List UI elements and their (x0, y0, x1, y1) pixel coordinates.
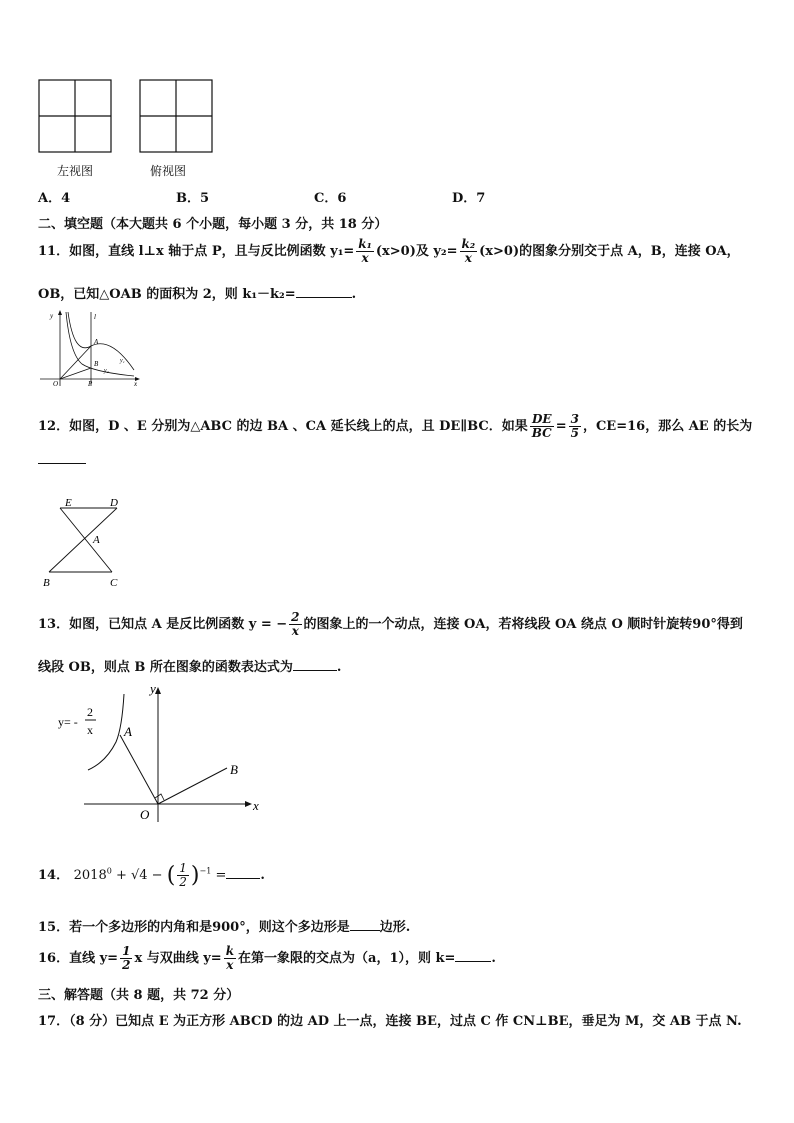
answer-blank-15 (350, 920, 380, 931)
q16-frac1: $\frac{1}{2}$ (122, 944, 131, 972)
q11-line1: 11．如图，直线 l⊥x 轴于点 P，且与反比例函数 y₁= $\frac{\text{k₁}}{x}$ (x>0)及 y₂= $\frac{\text{k₂}}{x}$ (x>0)的图象分别交于点 A，B，连接 OA， (38, 237, 740, 265)
q11-label-l: l (94, 313, 96, 321)
left-view-figure (38, 79, 112, 157)
q13-eq-num: 2 (87, 705, 93, 719)
q11-label-y2: y₂ (104, 368, 109, 374)
q11-label-a: A (94, 338, 99, 346)
q17-text: 17．（8 分）已知点 E 为正方形 ABCD 的边 AD 上一点，连接 BE，过点 C 作 CN⊥BE，垂足为 M，交 AB 于点 N. (38, 1014, 742, 1029)
q12-frac2: $\frac{3}{5}$ (570, 412, 579, 440)
q16-line: 16．直线 y= $\frac{1}{2}$ x 与双曲线 y= $\frac{k}{x}$ 在第一象限的交点为（a，1），则 k= . (38, 944, 496, 972)
q11-label-o: O (53, 380, 59, 388)
option-a: A．4 (38, 191, 71, 206)
q16-frac2: $\frac{k}{x}$ (225, 944, 235, 972)
q14-line: 14． $2018^0 + √4$ − ( $\frac{1}{2}$ )$^{-1}$ = . (38, 861, 265, 889)
q12-label-d: D (110, 497, 118, 509)
q11-label-b: B (94, 360, 99, 368)
q12-frac1: $\frac{DE}{BC}$ (531, 412, 552, 440)
top-view-grid (139, 79, 213, 153)
q12-label-a: A (93, 534, 100, 546)
q11-label-y: y (50, 312, 54, 320)
q13-eq-lhs: y= - (58, 715, 78, 729)
answer-blank-11 (296, 287, 352, 298)
q12-line1: 12．如图，D 、E 分别为△ABC 的边 BA 、CA 延长线上的点，且 DE∥BC．如果 $\frac{DE}{BC}$ = $\frac{3}{5}$ ，CE=16，那么 AE 的长为 (38, 412, 753, 440)
q12-label-e: E (65, 497, 72, 509)
q11-label-y1: y₁ (120, 358, 125, 364)
answer-blank-13 (293, 660, 337, 671)
answer-blank-14 (226, 868, 260, 879)
q12-label-b: B (43, 577, 50, 589)
q13-line2: 线段 OB，则点 B 所在图象的函数表达式为 . (38, 660, 342, 675)
q13-label-o: O (140, 807, 150, 822)
option-d: D．7 (452, 191, 486, 206)
option-c: C．6 (314, 191, 347, 206)
q12-label-c: C (110, 577, 118, 589)
section3-heading: 三、解答题（共 8 题，共 72 分） (38, 988, 240, 1003)
q15-line: 15．若一个多边形的内角和是900°，则这个多边形是 边形. (38, 920, 411, 935)
q13-line1: 13．如图，已知点 A 是反比例函数 y = − $\frac{2}{x}$ 的图象上的一个动点，连接 OA，若将线段 OA 绕点 O 顺时针旋转90°得到 (38, 610, 743, 638)
q13-label-b: B (230, 762, 238, 777)
q11-line2: OB，已知△OAB 的面积为 2，则 k₁－k₂= . (38, 287, 357, 302)
section2-heading: 二、填空题（本大题共 6 个小题，每小题 3 分，共 18 分） (38, 217, 388, 232)
q11-figure (36, 306, 144, 388)
q13-label-y: y (150, 681, 156, 696)
q11-label-x: x (134, 380, 138, 388)
left-view-grid (38, 79, 112, 153)
q13-eq-den: x (87, 723, 93, 737)
q13-frac: $\frac{2}{x}$ (291, 610, 300, 638)
top-view-caption: 俯视图 (150, 164, 187, 178)
q14-frac: $\frac{1}{2}$ (179, 861, 187, 889)
answer-blank-16 (455, 951, 491, 962)
q11-label-p: P (88, 380, 93, 388)
answer-blank-12 (38, 463, 86, 464)
q13-figure (54, 680, 266, 826)
q13-label-a: A (124, 724, 132, 739)
option-b: B．5 (176, 191, 210, 206)
top-view-figure (139, 79, 213, 157)
q13-label-x: x (253, 798, 259, 813)
q12-figure (36, 494, 132, 592)
q11-frac1: $\frac{\text{k₁}}{x}$ (358, 237, 372, 265)
left-view-caption: 左视图 (57, 164, 94, 178)
q11-frac2: $\frac{\text{k₂}}{x}$ (461, 237, 476, 265)
